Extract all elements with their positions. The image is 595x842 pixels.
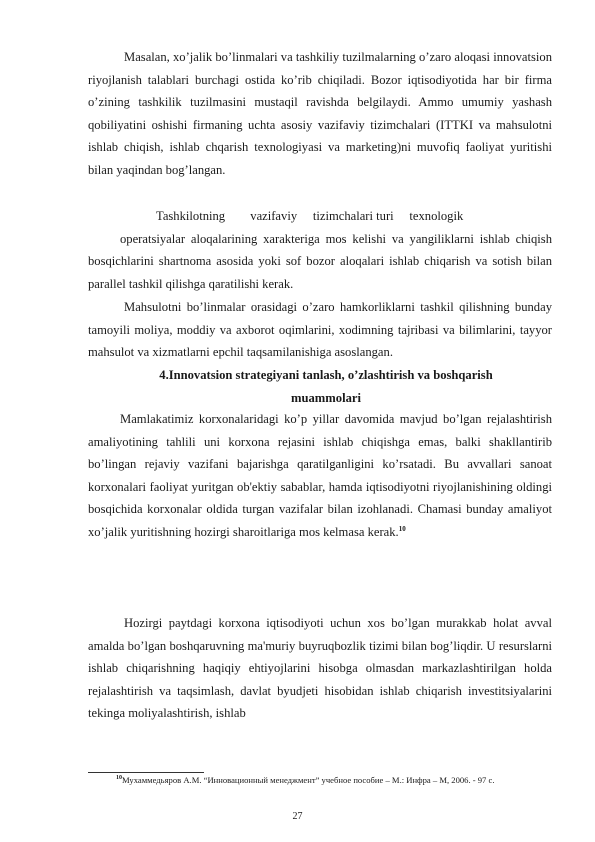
footnote-text: Мухаммедьяров А.М. “Инновационный менеджмент” учебное пособие – М.: Инфра – М, 2006. - 97 с. <box>122 775 495 785</box>
paragraph-2-head: Tashkilotning vazifaviy tizimchalari turi texnologik <box>156 209 464 223</box>
paragraph-2-body: operatsiyalar aloqalarining xarakteriga mos kelishi va yangiliklarni ishlab chiqish bosqichlarini shartnoma asosida yoki sof bozor aloqalari ishlab chiqarish va sotish bilan parallel tashkil qilishga qaratilishi kerak. <box>88 231 552 291</box>
footnote-ref[interactable]: 10 <box>398 524 406 533</box>
footnote <box>88 774 552 787</box>
footnote-divider <box>88 772 204 773</box>
paragraph-1: Masalan, xo’jalik bo’linmalari va tashkiliy tuzilmalarning o’zaro aloqasi innovatsion riyojlanish talablari burchagi ostida ko’rib chiqiladi. Bozor iqtisodiyotida har bir firma o’zining tashkilik tuzilmasini mustaqil ravishda belgilaydi. Ammo umumiy yashash qobiliyatini oshishi firmaning uchta asosiy vazifaviy tizimchalari (ITTKI va mahsulotni ishlab chiqish, ishlab chqarish texnologiyasi va marketing)ni muvofiq faoliyat yuritishi bilan yaqindan bog’langan. <box>88 50 552 177</box>
footnote-number: 10 <box>116 775 122 782</box>
paragraph-3: Mahsulotni bo’linmalar orasidagi o’zaro hamkorliklarni tashkil qilishning bunday tamoyili moliya, moddiy va axborot oqimlarini, xodimning tajribasi va bilimlarini, tayyor mahsulot va xizmatlarni epchil taqsamilanishiga asoslangan. <box>88 300 552 360</box>
paragraph-2 <box>88 205 552 295</box>
section-heading <box>88 364 552 409</box>
paragraph-4: Mamlakatimiz korxonalaridagi ko’p yillar davomida mavjud bo’lgan rejalashtirish amaliyotining tahlili uni korxona rejasini ishlab chiqishga emas, balki shakllantirib bo’lingan rejaviy vazifani bajarishga qaratilganligini ko’rsatadi. Bu avvallari sanoat korxonalari faoliyat yuritgan ob'ektiy sabablar, hamda iqtisodiyotni riyojlanishining oldingi bosqichida korxonalar oldida turgan vazifalar bilan izohlanadi. Chamasi bunday amaliyot xo’jalik yuritishning hozirgi sharoitlariga mos kelmasa kerak.$^{10}$ <box>88 412 552 539</box>
heading-line-2: muammolari <box>291 390 361 405</box>
paragraph-5: Hozirgi paytdagi korxona iqtisodiyoti uchun xos bo’lgan murakkab holat avval amalda bo’lgan boshqaruvning ma'muriy buyruqbozlik tizimi bilan bog’liqdir. U resurslarni ishlab chiqarishning haqiqiy ehtiyojlarini hisobga olmasdan markazlashtirilgan holda rejalashtirish va taqsimlash, davlat byudjeti hisobidan ishlab chiqarish investitsiyalarini tekinga moliyalashtirish, ishlab <box>88 616 552 721</box>
page-number: 27 <box>292 811 303 822</box>
heading-line-1: 4.Innovatsion strategiyani tanlash, o’zlashtirish va boshqarish <box>159 368 493 382</box>
